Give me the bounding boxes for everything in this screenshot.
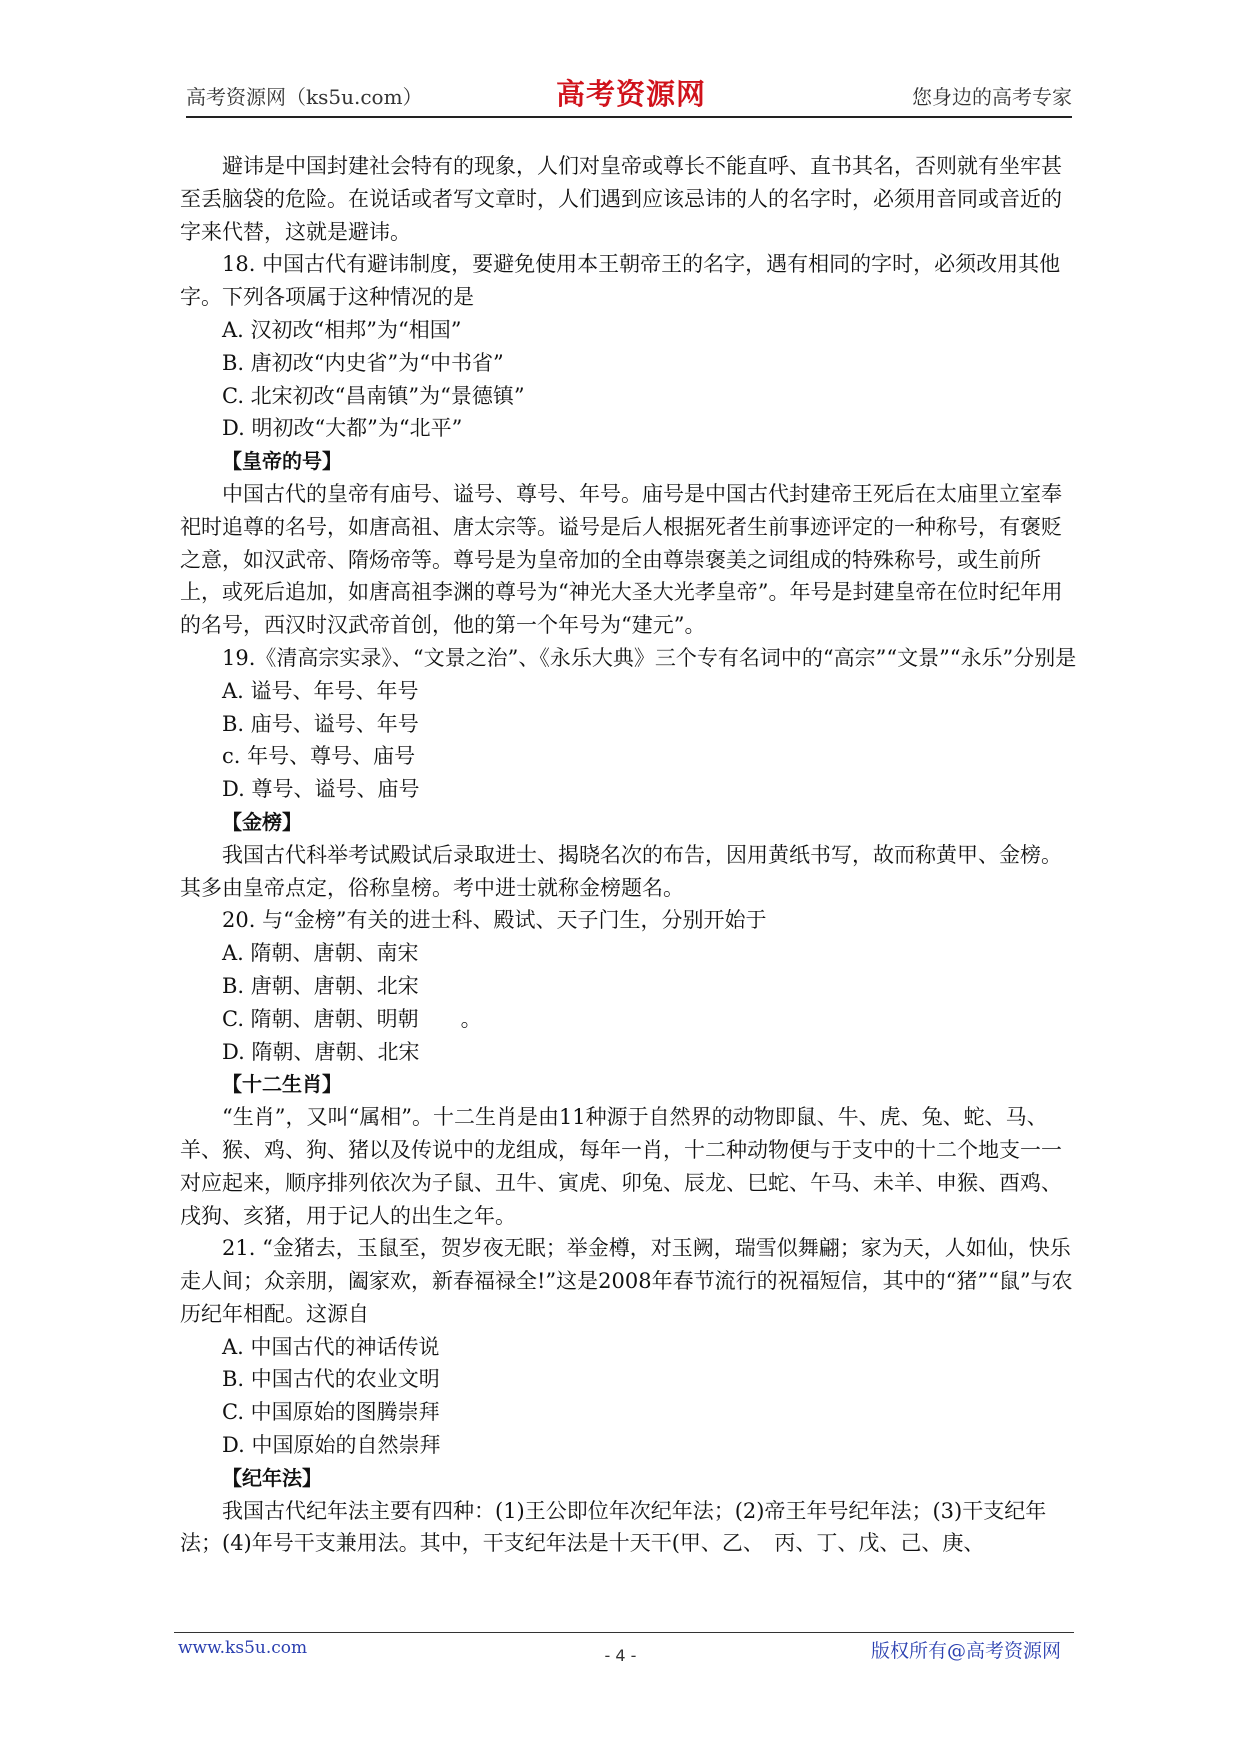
paragraph: 中国古代的皇帝有庙号、谥号、尊号、年号。庙号是中国古代封建帝王死后在太庙里立室奉祀时追尊的名号，如唐高祖、唐太宗等。谥号是后人根据死者生前事迹评定的一种称号，有褒贬之意，如汉武帝、隋炀帝等。尊号是为皇帝加的全由尊崇褒美之词组成的特殊称号，或生前所上，或死后追加，如唐高祖李渊的尊号为“神光大圣大光孝皇帝”。年号是封建皇帝在位时纪年用的名号，西汉时汉武帝首创，他的第一个年号为“建元”。 bbox=[180, 481, 1063, 638]
answer-option: B. 唐初改“内史省”为“中书省” bbox=[222, 350, 504, 375]
answer-option: D. 尊号、谥号、庙号 bbox=[222, 777, 420, 802]
header-slogan: 您身边的高考专家 bbox=[912, 85, 1072, 109]
answer-option: c. 年号、尊号、庙号 bbox=[222, 744, 416, 769]
answer-option: A. 隋朝、唐朝、南宋 bbox=[222, 941, 419, 966]
answer-option: D. 明初改“大都”为“北平” bbox=[222, 416, 463, 441]
footer-divider bbox=[174, 1632, 1074, 1633]
header-divider bbox=[186, 116, 1072, 118]
answer-option: B. 唐朝、唐朝、北宋 bbox=[222, 973, 419, 998]
section-heading: 【十二生肖】 bbox=[222, 1072, 342, 1097]
answer-option: C. 北宋初改“昌南镇”为“景德镇” bbox=[222, 383, 525, 408]
answer-option: A. 中国古代的神话传说 bbox=[222, 1334, 440, 1359]
answer-option: A. 谥号、年号、年号 bbox=[222, 678, 419, 703]
footer-website-link[interactable]: www.ks5u.com bbox=[178, 1638, 308, 1658]
answer-option: A. 汉初改“相邦”为“相国” bbox=[222, 317, 462, 342]
paragraph: 我国古代纪年法主要有四种：(1)王公即位年次纪年法；(2)帝王年号纪年法；(3)干支纪年法；(4)年号干支兼用法。其中，干支纪年法是十天干(甲、乙、 丙、丁、戊、己、庚、 bbox=[180, 1498, 1047, 1556]
footer-copyright: 版权所有@高考资源网 bbox=[870, 1640, 1061, 1662]
paragraph: 18. 中国古代有避讳制度，要避免使用本王朝帝王的名字，遇有相同的字时，必须改用其他字。下列各项属于这种情况的是 bbox=[180, 252, 1061, 310]
header-logo: 高考资源网 bbox=[556, 77, 707, 111]
page-number: - 4 - bbox=[604, 1646, 637, 1665]
answer-option: D. 中国原始的自然崇拜 bbox=[222, 1433, 441, 1458]
paragraph: 19.《清高宗实录》、“文景之治”、《永乐大典》三个专有名词中的“高宗”“文景”“永乐”分别是 bbox=[222, 645, 1077, 670]
section-heading: 【金榜】 bbox=[222, 809, 302, 834]
document-body bbox=[180, 150, 1080, 1560]
answer-option: B. 中国古代的农业文明 bbox=[222, 1367, 440, 1392]
paragraph: 我国古代科举考试殿试后录取进士、揭晓名次的布告，因用黄纸书写，故而称黄甲、金榜。其多由皇帝点定，俗称皇榜。考中进士就称金榜题名。 bbox=[180, 842, 1062, 900]
section-heading: 【皇帝的号】 bbox=[222, 449, 342, 474]
answer-option: B. 庙号、谥号、年号 bbox=[222, 711, 419, 736]
answer-option: C. 中国原始的图腾崇拜 bbox=[222, 1400, 440, 1425]
page-header bbox=[186, 72, 1072, 116]
paragraph: 避讳是中国封建社会特有的现象，人们对皇帝或尊长不能直呼、直书其名，否则就有坐牢甚至丢脑袋的危险。在说话或者写文章时，人们遇到应该忌讳的人的名字时，必须用音同或音近的字来代替，这就是避讳。 bbox=[180, 154, 1062, 244]
paragraph: “生肖”，又叫“属相”。十二生肖是由11种源于自然界的动物即鼠、牛、虎、兔、蛇、马、羊、猴、鸡、狗、猪以及传说中的龙组成，每年一肖，十二种动物便与于支中的十二个地支一一对应起来，顺序排列依次为子鼠、丑牛、寅虎、卯兔、辰龙、巳蛇、午马、未羊、申猴、酉鸡、戌狗、亥猪，用于记人的出生之年。 bbox=[180, 1105, 1062, 1228]
paragraph: 20. 与“金榜”有关的进士科、殿试、天子门生，分别开始于 bbox=[222, 908, 767, 933]
section-heading: 【纪年法】 bbox=[222, 1465, 322, 1490]
header-site-name: 高考资源网（ks5u.com） bbox=[186, 85, 423, 109]
answer-option: C. 隋朝、唐朝、明朝 。 bbox=[222, 1006, 482, 1031]
answer-option: D. 隋朝、唐朝、北宋 bbox=[222, 1039, 420, 1064]
paragraph: 21. “金猪去，玉鼠至，贺岁夜无眠；举金樽，对玉阙，瑞雪似舞翩；家为天，人如仙，快乐走人间；众亲朋，阖家欢，新春福禄全!”这是2008年春节流行的祝福短信，其中的“猪”“鼠”与农历纪年相配。这源自 bbox=[180, 1236, 1073, 1326]
